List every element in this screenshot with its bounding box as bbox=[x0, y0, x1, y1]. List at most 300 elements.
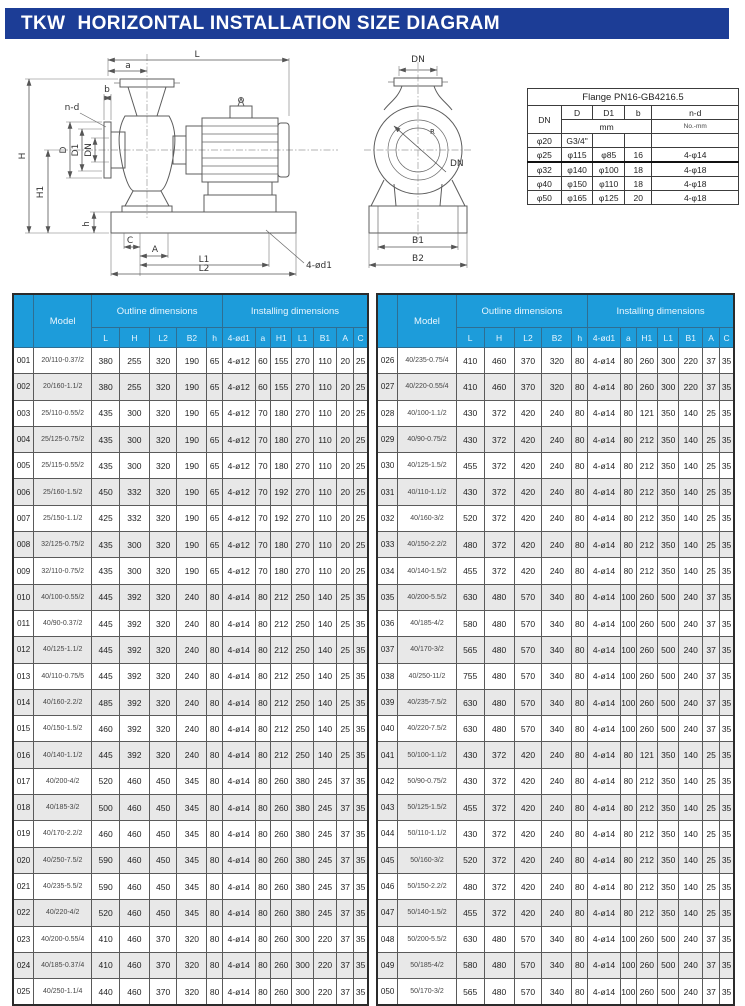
value-cell: 240 bbox=[542, 873, 572, 899]
value-cell: 80 bbox=[620, 400, 636, 426]
value-cell: 270 bbox=[292, 426, 313, 452]
brand-label: TKW bbox=[21, 12, 66, 34]
value-cell: 37 bbox=[703, 348, 720, 374]
value-cell: 35 bbox=[720, 979, 734, 1006]
value-cell: 445 bbox=[92, 584, 120, 610]
value-cell: 480 bbox=[456, 873, 484, 899]
value-cell: 212 bbox=[271, 742, 292, 768]
value-cell: 140 bbox=[679, 742, 703, 768]
value-cell: 70 bbox=[255, 505, 271, 531]
row-number-cell: 008 bbox=[13, 532, 34, 558]
value-cell: 320 bbox=[149, 374, 177, 400]
value-cell: 35 bbox=[720, 584, 734, 610]
flange-cell: 18 bbox=[625, 162, 652, 177]
value-cell: 345 bbox=[177, 900, 207, 926]
value-cell: 630 bbox=[456, 716, 484, 742]
value-cell: 60 bbox=[255, 374, 271, 400]
value-cell: 320 bbox=[149, 453, 177, 479]
value-cell: 35 bbox=[720, 637, 734, 663]
value-cell: 80 bbox=[620, 453, 636, 479]
table-row bbox=[13, 479, 368, 505]
value-cell: 260 bbox=[271, 952, 292, 978]
value-cell: 392 bbox=[119, 663, 149, 689]
value-cell: 420 bbox=[514, 900, 542, 926]
value-cell: 570 bbox=[514, 689, 542, 715]
row-number-cell: 037 bbox=[377, 637, 398, 663]
value-cell: 270 bbox=[292, 348, 313, 374]
value-cell: 80 bbox=[207, 768, 223, 794]
flange-cell: φ50 bbox=[528, 191, 562, 205]
value-cell: 80 bbox=[255, 795, 271, 821]
table-row bbox=[377, 479, 734, 505]
row-number-cell: 047 bbox=[377, 900, 398, 926]
value-cell: 80 bbox=[620, 742, 636, 768]
value-cell: 25 bbox=[703, 453, 720, 479]
value-cell: 460 bbox=[484, 348, 514, 374]
value-cell: 4-ø14 bbox=[222, 716, 255, 742]
flange-col-d: D bbox=[561, 106, 593, 120]
value-cell: 80 bbox=[207, 900, 223, 926]
value-cell: 35 bbox=[720, 952, 734, 978]
value-cell: 37 bbox=[703, 584, 720, 610]
value-cell: 4-ø12 bbox=[222, 532, 255, 558]
table-row bbox=[377, 979, 734, 1006]
value-cell: 4-ø14 bbox=[588, 716, 621, 742]
value-cell: 270 bbox=[292, 453, 313, 479]
value-cell: 80 bbox=[207, 663, 223, 689]
value-cell: 65 bbox=[207, 400, 223, 426]
column-header: B2 bbox=[542, 328, 572, 348]
dim-label-n-d: n-d bbox=[64, 103, 80, 113]
value-cell: 240 bbox=[177, 610, 207, 636]
model-cell: 50/200-5.5/2 bbox=[398, 926, 457, 952]
value-cell: 140 bbox=[679, 479, 703, 505]
value-cell: 140 bbox=[313, 742, 336, 768]
value-cell: 270 bbox=[292, 374, 313, 400]
model-cell: 40/150-1.5/2 bbox=[34, 716, 92, 742]
flange-cell: φ40 bbox=[528, 177, 562, 191]
table-row bbox=[377, 610, 734, 636]
value-cell: 240 bbox=[177, 663, 207, 689]
model-cell: 40/220-4/2 bbox=[34, 900, 92, 926]
value-cell: 25 bbox=[337, 742, 354, 768]
value-cell: 140 bbox=[679, 426, 703, 452]
value-cell: 180 bbox=[271, 558, 292, 584]
installing-group-header: Installing dimensions bbox=[588, 294, 734, 328]
value-cell: 255 bbox=[119, 348, 149, 374]
value-cell: 100 bbox=[620, 979, 636, 1006]
value-cell: 80 bbox=[572, 453, 588, 479]
value-cell: 35 bbox=[354, 926, 368, 952]
dim-label-A: A bbox=[151, 245, 159, 255]
value-cell: 25 bbox=[703, 742, 720, 768]
value-cell: 270 bbox=[292, 479, 313, 505]
value-cell: 80 bbox=[620, 348, 636, 374]
value-cell: 100 bbox=[620, 952, 636, 978]
value-cell: 37 bbox=[337, 847, 354, 873]
value-cell: 420 bbox=[514, 505, 542, 531]
value-cell: 25 bbox=[337, 716, 354, 742]
model-cell: 40/235-0.75/4 bbox=[398, 348, 457, 374]
value-cell: 250 bbox=[292, 637, 313, 663]
value-cell: 270 bbox=[292, 532, 313, 558]
value-cell: 37 bbox=[337, 768, 354, 794]
value-cell: 320 bbox=[149, 532, 177, 558]
dim-label-DN: DN bbox=[84, 143, 94, 157]
value-cell: 4-ø14 bbox=[222, 847, 255, 873]
value-cell: 460 bbox=[119, 900, 149, 926]
model-cell: 50/125-1.5/2 bbox=[398, 795, 457, 821]
value-cell: 35 bbox=[720, 558, 734, 584]
row-number-cell: 041 bbox=[377, 742, 398, 768]
value-cell: 212 bbox=[636, 505, 657, 531]
value-cell: 212 bbox=[636, 873, 657, 899]
value-cell: 25 bbox=[703, 873, 720, 899]
value-cell: 380 bbox=[292, 873, 313, 899]
value-cell: 4-ø14 bbox=[222, 768, 255, 794]
row-number-cell: 019 bbox=[13, 821, 34, 847]
row-number-cell: 031 bbox=[377, 479, 398, 505]
value-cell: 455 bbox=[456, 558, 484, 584]
value-cell: 20 bbox=[337, 426, 354, 452]
value-cell: 345 bbox=[177, 795, 207, 821]
value-cell: 100 bbox=[620, 926, 636, 952]
row-number-cell: 013 bbox=[13, 663, 34, 689]
value-cell: 4-ø14 bbox=[222, 795, 255, 821]
value-cell: 65 bbox=[207, 426, 223, 452]
value-cell: 4-ø12 bbox=[222, 348, 255, 374]
value-cell: 80 bbox=[207, 873, 223, 899]
value-cell: 121 bbox=[636, 742, 657, 768]
value-cell: 460 bbox=[119, 979, 149, 1006]
value-cell: 80 bbox=[255, 584, 271, 610]
value-cell: 320 bbox=[177, 979, 207, 1006]
value-cell: 220 bbox=[313, 926, 336, 952]
value-cell: 520 bbox=[456, 505, 484, 531]
table-row bbox=[377, 426, 734, 452]
value-cell: 35 bbox=[354, 900, 368, 926]
value-cell: 420 bbox=[514, 453, 542, 479]
value-cell: 4-ø14 bbox=[222, 610, 255, 636]
value-cell: 250 bbox=[292, 610, 313, 636]
value-cell: 350 bbox=[658, 532, 679, 558]
value-cell: 270 bbox=[292, 400, 313, 426]
value-cell: 140 bbox=[313, 663, 336, 689]
value-cell: 372 bbox=[484, 900, 514, 926]
value-cell: 35 bbox=[720, 610, 734, 636]
value-cell: 380 bbox=[292, 768, 313, 794]
value-cell: 155 bbox=[271, 348, 292, 374]
row-number-cell: 001 bbox=[13, 348, 34, 374]
value-cell: 240 bbox=[679, 716, 703, 742]
dim-label-H1: H1 bbox=[36, 185, 46, 199]
value-cell: 500 bbox=[92, 795, 120, 821]
flange-table bbox=[527, 88, 739, 205]
value-cell: 100 bbox=[620, 716, 636, 742]
value-cell: 80 bbox=[620, 795, 636, 821]
model-cell: 40/125-1.5/2 bbox=[398, 453, 457, 479]
value-cell: 300 bbox=[292, 926, 313, 952]
dim-label-L2: L2 bbox=[198, 264, 210, 274]
value-cell: 140 bbox=[679, 400, 703, 426]
row-number-cell: 027 bbox=[377, 374, 398, 400]
installing-group-header: Installing dimensions bbox=[222, 294, 368, 328]
row-number-cell: 006 bbox=[13, 479, 34, 505]
model-cell: 50/170-3/2 bbox=[398, 979, 457, 1006]
value-cell: 35 bbox=[720, 663, 734, 689]
flange-cell bbox=[625, 134, 652, 148]
value-cell: 240 bbox=[542, 453, 572, 479]
model-cell: 40/235-5.5/2 bbox=[34, 873, 92, 899]
value-cell: 35 bbox=[720, 926, 734, 952]
value-cell: 80 bbox=[255, 873, 271, 899]
value-cell: 520 bbox=[92, 900, 120, 926]
column-header: C bbox=[720, 328, 734, 348]
column-header: A bbox=[703, 328, 720, 348]
value-cell: 410 bbox=[456, 348, 484, 374]
flange-cell: φ110 bbox=[593, 177, 625, 191]
value-cell: 37 bbox=[337, 821, 354, 847]
pump-side-view-drawing bbox=[16, 50, 351, 295]
value-cell: 80 bbox=[620, 900, 636, 926]
table-row bbox=[13, 663, 368, 689]
flange-cell: φ125 bbox=[593, 191, 625, 205]
table-row bbox=[13, 979, 368, 1006]
value-cell: 4-ø14 bbox=[222, 663, 255, 689]
value-cell: 80 bbox=[572, 584, 588, 610]
value-cell: 240 bbox=[542, 505, 572, 531]
row-number-cell: 028 bbox=[377, 400, 398, 426]
value-cell: 240 bbox=[177, 742, 207, 768]
value-cell: 260 bbox=[636, 637, 657, 663]
value-cell: 65 bbox=[207, 374, 223, 400]
value-cell: 37 bbox=[703, 716, 720, 742]
value-cell: 140 bbox=[679, 453, 703, 479]
model-cell: 40/220-0.55/4 bbox=[398, 374, 457, 400]
column-header: L bbox=[456, 328, 484, 348]
value-cell: 240 bbox=[542, 479, 572, 505]
value-cell: 240 bbox=[542, 558, 572, 584]
value-cell: 430 bbox=[456, 400, 484, 426]
value-cell: 80 bbox=[207, 689, 223, 715]
value-cell: 80 bbox=[255, 689, 271, 715]
dim-label-DN-side: DN bbox=[450, 159, 464, 169]
row-number-cell: 050 bbox=[377, 979, 398, 1006]
value-cell: 4-ø14 bbox=[588, 479, 621, 505]
dim-label-B2: B2 bbox=[412, 254, 424, 264]
value-cell: 445 bbox=[92, 637, 120, 663]
value-cell: 65 bbox=[207, 558, 223, 584]
value-cell: 350 bbox=[658, 558, 679, 584]
table-row bbox=[13, 453, 368, 479]
value-cell: 245 bbox=[313, 873, 336, 899]
value-cell: 80 bbox=[572, 663, 588, 689]
value-cell: 500 bbox=[658, 716, 679, 742]
value-cell: 240 bbox=[542, 768, 572, 794]
value-cell: 20 bbox=[337, 453, 354, 479]
value-cell: 35 bbox=[354, 584, 368, 610]
flange-col-dn: DN bbox=[528, 106, 562, 134]
model-cell: 40/90-0.37/2 bbox=[34, 610, 92, 636]
value-cell: 320 bbox=[149, 348, 177, 374]
value-cell: 80 bbox=[572, 558, 588, 584]
value-cell: 4-ø14 bbox=[222, 584, 255, 610]
value-cell: 460 bbox=[92, 821, 120, 847]
value-cell: 420 bbox=[514, 742, 542, 768]
value-cell: 320 bbox=[149, 400, 177, 426]
flange-row bbox=[528, 162, 739, 177]
value-cell: 300 bbox=[292, 979, 313, 1006]
flange-cell: φ100 bbox=[593, 162, 625, 177]
row-number-cell: 021 bbox=[13, 873, 34, 899]
value-cell: 460 bbox=[92, 716, 120, 742]
index-column-header bbox=[13, 294, 34, 348]
value-cell: 140 bbox=[679, 821, 703, 847]
value-cell: 345 bbox=[177, 821, 207, 847]
flange-unit-nd: No.-mm bbox=[652, 120, 739, 134]
value-cell: 320 bbox=[177, 952, 207, 978]
value-cell: 80 bbox=[620, 505, 636, 531]
value-cell: 420 bbox=[514, 768, 542, 794]
value-cell: 25 bbox=[354, 453, 368, 479]
row-number-cell: 045 bbox=[377, 847, 398, 873]
value-cell: 4-ø14 bbox=[588, 768, 621, 794]
value-cell: 37 bbox=[703, 374, 720, 400]
value-cell: 37 bbox=[337, 979, 354, 1006]
model-cell: 25/125-0.75/2 bbox=[34, 426, 92, 452]
table-row bbox=[13, 900, 368, 926]
value-cell: 20 bbox=[337, 479, 354, 505]
value-cell: 180 bbox=[271, 453, 292, 479]
flange-cell: φ20 bbox=[528, 134, 562, 148]
value-cell: 450 bbox=[149, 795, 177, 821]
value-cell: 460 bbox=[119, 952, 149, 978]
value-cell: 240 bbox=[177, 689, 207, 715]
row-number-cell: 038 bbox=[377, 663, 398, 689]
value-cell: 25 bbox=[337, 584, 354, 610]
value-cell: 35 bbox=[354, 716, 368, 742]
flange-cell bbox=[652, 134, 739, 148]
value-cell: 80 bbox=[255, 663, 271, 689]
value-cell: 370 bbox=[149, 979, 177, 1006]
value-cell: 65 bbox=[207, 348, 223, 374]
value-cell: 332 bbox=[119, 479, 149, 505]
value-cell: 260 bbox=[636, 716, 657, 742]
flange-row bbox=[528, 177, 739, 191]
page-title: HORIZONTAL INSTALLATION SIZE DIAGRAM bbox=[77, 12, 500, 34]
value-cell: 110 bbox=[313, 374, 336, 400]
value-cell: 300 bbox=[658, 348, 679, 374]
value-cell: 80 bbox=[620, 426, 636, 452]
dim-label-H: H bbox=[18, 152, 28, 160]
value-cell: 4-ø12 bbox=[222, 558, 255, 584]
value-cell: 220 bbox=[313, 952, 336, 978]
flange-cell: φ25 bbox=[528, 148, 562, 163]
value-cell: 20 bbox=[337, 348, 354, 374]
table-row bbox=[377, 663, 734, 689]
column-header: H bbox=[484, 328, 514, 348]
row-number-cell: 014 bbox=[13, 689, 34, 715]
row-number-cell: 011 bbox=[13, 610, 34, 636]
value-cell: 240 bbox=[679, 689, 703, 715]
value-cell: 245 bbox=[313, 795, 336, 821]
value-cell: 20 bbox=[337, 374, 354, 400]
value-cell: 100 bbox=[620, 610, 636, 636]
value-cell: 80 bbox=[572, 374, 588, 400]
value-cell: 435 bbox=[92, 558, 120, 584]
value-cell: 60 bbox=[255, 348, 271, 374]
model-cell: 25/160-1.5/2 bbox=[34, 479, 92, 505]
model-cell: 40/100-1.1/2 bbox=[398, 400, 457, 426]
value-cell: 410 bbox=[456, 374, 484, 400]
value-cell: 500 bbox=[658, 584, 679, 610]
value-cell: 340 bbox=[542, 716, 572, 742]
value-cell: 300 bbox=[119, 532, 149, 558]
value-cell: 100 bbox=[620, 689, 636, 715]
dim-label-L: L bbox=[194, 50, 200, 60]
value-cell: 372 bbox=[484, 795, 514, 821]
value-cell: 435 bbox=[92, 400, 120, 426]
value-cell: 392 bbox=[119, 689, 149, 715]
flange-row bbox=[528, 134, 739, 148]
value-cell: 35 bbox=[354, 821, 368, 847]
row-number-cell: 026 bbox=[377, 348, 398, 374]
flange-cell: 4-φ18 bbox=[652, 177, 739, 191]
value-cell: 420 bbox=[514, 426, 542, 452]
table-row bbox=[13, 847, 368, 873]
dim-label-C: C bbox=[126, 236, 134, 246]
flange-cell: 4-φ18 bbox=[652, 162, 739, 177]
value-cell: 372 bbox=[484, 532, 514, 558]
table-row bbox=[377, 847, 734, 873]
model-cell: 25/110-0.55/2 bbox=[34, 400, 92, 426]
value-cell: 80 bbox=[620, 558, 636, 584]
value-cell: 25 bbox=[703, 532, 720, 558]
value-cell: 370 bbox=[514, 348, 542, 374]
value-cell: 255 bbox=[119, 374, 149, 400]
value-cell: 240 bbox=[679, 610, 703, 636]
value-cell: 245 bbox=[313, 900, 336, 926]
value-cell: 372 bbox=[484, 400, 514, 426]
value-cell: 4-ø14 bbox=[588, 532, 621, 558]
value-cell: 25 bbox=[354, 558, 368, 584]
value-cell: 80 bbox=[207, 716, 223, 742]
value-cell: 180 bbox=[271, 400, 292, 426]
value-cell: 4-ø12 bbox=[222, 505, 255, 531]
value-cell: 80 bbox=[255, 979, 271, 1006]
value-cell: 372 bbox=[484, 873, 514, 899]
value-cell: 25 bbox=[337, 610, 354, 636]
value-cell: 270 bbox=[292, 558, 313, 584]
value-cell: 350 bbox=[658, 505, 679, 531]
flange-table-title: Flange PN16-GB4216.5 bbox=[528, 89, 739, 106]
value-cell: 350 bbox=[658, 742, 679, 768]
value-cell: 260 bbox=[271, 926, 292, 952]
value-cell: 420 bbox=[514, 400, 542, 426]
dim-label-B1: B1 bbox=[412, 236, 424, 246]
value-cell: 755 bbox=[456, 663, 484, 689]
table-row bbox=[377, 453, 734, 479]
value-cell: 460 bbox=[119, 847, 149, 873]
model-column-header: Model bbox=[34, 294, 92, 348]
value-cell: 4-ø14 bbox=[588, 979, 621, 1006]
value-cell: 450 bbox=[92, 479, 120, 505]
value-cell: 4-ø14 bbox=[588, 637, 621, 663]
value-cell: 350 bbox=[658, 795, 679, 821]
row-number-cell: 015 bbox=[13, 716, 34, 742]
value-cell: 37 bbox=[703, 689, 720, 715]
table-row bbox=[377, 584, 734, 610]
